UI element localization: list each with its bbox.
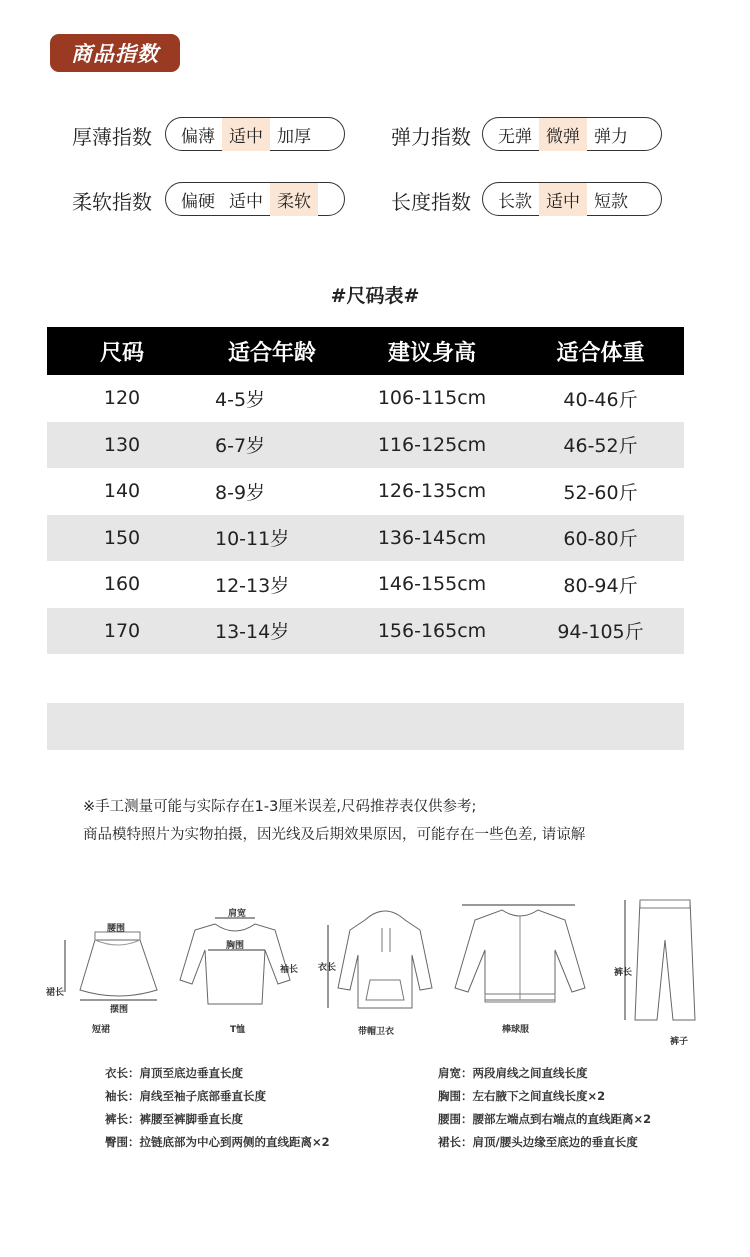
table-row [47, 375, 684, 422]
caption-skirt: 短裙 [92, 1025, 111, 1035]
caption-hoodie: 带帽卫衣 [358, 1027, 395, 1037]
index-scale-elasticity [482, 117, 662, 151]
table-row [47, 561, 684, 608]
index-scale-softness [165, 182, 345, 216]
cell-weight: 60-80斤 [563, 528, 638, 551]
cell-height: 126-135cm [377, 480, 487, 503]
cell-age: 8-9岁 [215, 481, 266, 504]
option: 偏硬 [181, 191, 215, 212]
empty-table-band [47, 703, 684, 750]
size-table-header [47, 327, 684, 375]
label-pants-length: 裤长 [614, 968, 633, 978]
option: 适中 [229, 191, 263, 212]
index-scale-thickness [165, 117, 345, 151]
index-label-length: 长度指数 [391, 190, 471, 214]
option-selected: 适中 [539, 183, 587, 216]
section-badge: 商品指数 [50, 34, 180, 72]
definitions-right [438, 1062, 651, 1154]
cell-size: 120 [103, 387, 141, 410]
caption-jacket: 棒球服 [502, 1025, 530, 1035]
cell-weight: 94-105斤 [557, 621, 644, 644]
caption-pants: 裤子 [670, 1037, 689, 1047]
option-selected: 适中 [222, 118, 270, 151]
table-row [47, 422, 684, 469]
pants-icon [625, 900, 695, 1020]
t-shirt-icon [180, 918, 290, 1004]
header-age: 适合年龄 [227, 340, 316, 366]
index-scale-length [482, 182, 662, 216]
option: 无弹 [498, 126, 532, 147]
header-weight: 适合体重 [556, 340, 645, 366]
cell-weight: 80-94斤 [563, 574, 638, 597]
option: 弹力 [594, 126, 628, 147]
definition-line: 衣长：肩顶至底边垂直长度 [105, 1066, 243, 1080]
cell-size: 140 [103, 480, 141, 503]
definition-line: 臀围：拉链底部为中心到两侧的直线距离×2 [105, 1135, 330, 1149]
label-shoulder: 肩宽 [228, 909, 247, 919]
cell-size: 130 [103, 433, 141, 456]
option-selected: 柔软 [270, 183, 318, 216]
option: 加厚 [277, 126, 311, 147]
cell-height: 146-155cm [377, 573, 487, 596]
option: 长款 [498, 191, 532, 212]
cell-weight: 40-46斤 [563, 388, 638, 411]
cell-size: 160 [103, 573, 141, 596]
cell-size: 150 [103, 526, 141, 549]
cell-height: 106-115cm [377, 387, 487, 410]
definition-line: 胸围：左右腋下之间直线长度×2 [438, 1089, 606, 1103]
definition-line: 腰围：腰部左端点到右端点的直线距离×2 [438, 1112, 652, 1126]
index-label-thickness: 厚薄指数 [72, 125, 152, 149]
size-table [47, 327, 684, 654]
cell-age: 13-14岁 [215, 621, 290, 644]
table-row [47, 608, 684, 655]
label-waist: 腰围 [107, 924, 126, 934]
index-label-elasticity: 弹力指数 [391, 125, 471, 149]
definition-line: 肩宽：两段肩线之间直线长度 [438, 1066, 588, 1080]
label-hem: 摆围 [110, 1005, 129, 1015]
definition-line: 裙长：肩顶/腰头边缘至底边的垂直长度 [438, 1135, 638, 1149]
cell-height: 116-125cm [377, 433, 487, 456]
note-color: 商品模特照片为实物拍摄，因光线及后期效果原因，可能存在一些色差, 请谅解 [83, 827, 586, 843]
label-skirt-length: 裙长 [46, 988, 65, 998]
size-table-title: #尺码表# [330, 285, 420, 307]
hoodie-icon [328, 911, 432, 1008]
cell-height: 156-165cm [377, 619, 487, 642]
caption-tshirt: T恤 [230, 1025, 246, 1035]
label-body-length: 衣长 [318, 963, 337, 973]
cell-age: 6-7岁 [215, 435, 266, 458]
table-row [47, 515, 684, 562]
label-sleeve: 袖长 [280, 965, 299, 975]
label-chest: 胸围 [226, 941, 245, 951]
cell-age: 12-13岁 [215, 574, 290, 597]
cell-weight: 52-60斤 [563, 481, 638, 504]
definition-line: 袖长：肩线至袖子底部垂直长度 [105, 1089, 266, 1103]
option: 短款 [594, 191, 628, 212]
index-label-softness: 柔软指数 [72, 190, 152, 214]
cell-age: 10-11岁 [215, 528, 290, 551]
option: 偏薄 [181, 126, 215, 147]
note-measurement: ※手工测量可能与实际存在1-3厘米误差,尺码推荐表仅供参考; [83, 799, 477, 815]
cell-size: 170 [103, 619, 141, 642]
cell-height: 136-145cm [377, 526, 487, 549]
option-selected: 微弹 [539, 118, 587, 151]
header-height: 建议身高 [387, 340, 476, 366]
cell-age: 4-5岁 [215, 388, 266, 411]
cell-weight: 46-52斤 [563, 435, 638, 458]
header-size: 尺码 [99, 340, 144, 366]
baseball-jacket-icon [455, 905, 585, 1002]
definition-line: 裤长：裤腰至裤脚垂直长度 [105, 1112, 243, 1126]
table-row [47, 468, 684, 515]
skirt-icon [65, 932, 157, 1000]
definitions-left [105, 1062, 330, 1154]
